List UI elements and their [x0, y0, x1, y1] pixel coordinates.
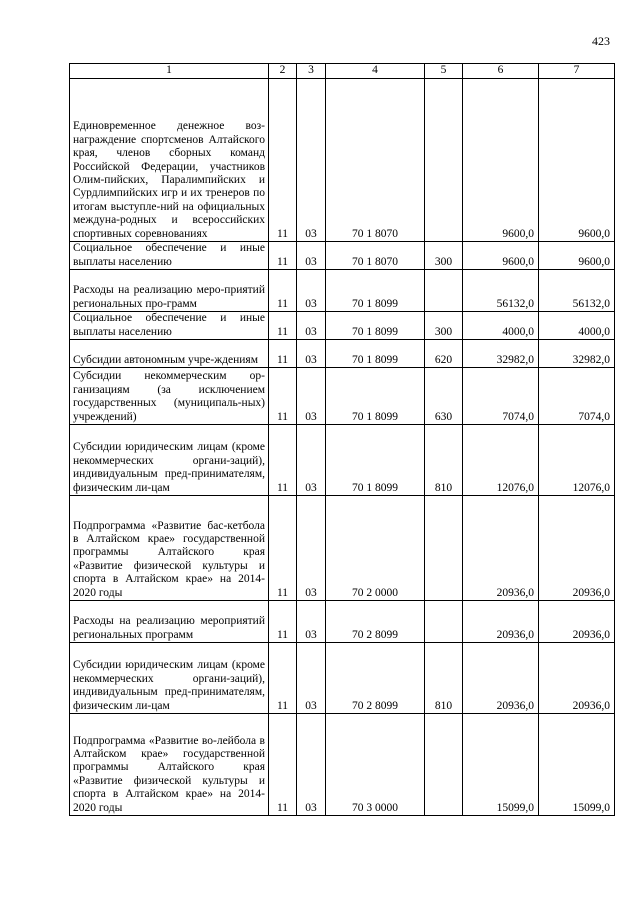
amount-cell: 32982,0: [463, 340, 539, 368]
target-article-cell: 70 1 8070: [326, 79, 425, 242]
expense-type-cell: [425, 714, 463, 816]
row-name-cell: Субсидии юридическим лицам (кроме некоммерческих органи-заций), индивидуальным пред-принимателям, физическим ли-цам: [70, 643, 269, 714]
target-article-cell: 70 1 8070: [326, 242, 425, 270]
expense-type-cell: [425, 601, 463, 643]
table-row: [70, 312, 615, 340]
budget-table: [69, 63, 615, 816]
amount-cell: 20936,0: [539, 643, 615, 714]
section-cell: 11: [269, 79, 297, 242]
subsection-cell: 03: [297, 242, 326, 270]
table-row: [70, 242, 615, 270]
amount-cell: 20936,0: [463, 601, 539, 643]
target-article-cell: 70 2 8099: [326, 643, 425, 714]
amount-cell: 15099,0: [539, 714, 615, 816]
expense-type-cell: 620: [425, 340, 463, 368]
amount-cell: 9600,0: [539, 79, 615, 242]
row-name-cell: Единовременное денежное воз-награждение спортсменов Алтайского края, членов сборных команд Российской Федерации, участников Олим-пийских, Паралимпийских и Сурдлимпийских игр и их тренеров по итогам выступле-ний на официальных междуна-родных и всероссийских спортивных соревнованиях: [70, 79, 269, 242]
page-number: 423: [592, 34, 610, 48]
row-name-cell: Расходы на реализацию мероприятий региональных программ: [70, 601, 269, 643]
section-cell: 11: [269, 270, 297, 312]
subsection-cell: 03: [297, 368, 326, 425]
target-article-cell: 70 2 0000: [326, 496, 425, 601]
header-cell: 4: [326, 64, 425, 79]
expense-type-cell: 300: [425, 312, 463, 340]
amount-cell: 4000,0: [539, 312, 615, 340]
section-cell: 11: [269, 643, 297, 714]
section-cell: 11: [269, 242, 297, 270]
target-article-cell: 70 3 0000: [326, 714, 425, 816]
expense-type-cell: [425, 79, 463, 242]
table-row: [70, 643, 615, 714]
target-article-cell: 70 1 8099: [326, 425, 425, 496]
amount-cell: 9600,0: [463, 242, 539, 270]
subsection-cell: 03: [297, 425, 326, 496]
table-row: [70, 270, 615, 312]
amount-cell: 20936,0: [539, 496, 615, 601]
section-cell: 11: [269, 340, 297, 368]
amount-cell: 9600,0: [539, 242, 615, 270]
amount-cell: 20936,0: [463, 643, 539, 714]
row-name-cell: Субсидии некоммерческим ор-ганизациям (за исключением государственных (муниципаль-ных) учреждений): [70, 368, 269, 425]
table-row: [70, 425, 615, 496]
header-cell: 5: [425, 64, 463, 79]
table-row: [70, 368, 615, 425]
header-cell: 3: [297, 64, 326, 79]
amount-cell: 7074,0: [539, 368, 615, 425]
table-row: [70, 496, 615, 601]
table-row: [70, 79, 615, 242]
header-cell: 7: [539, 64, 615, 79]
amount-cell: 12076,0: [539, 425, 615, 496]
row-name-cell: Социальное обеспечение и иные выплаты населению: [70, 312, 269, 340]
expense-type-cell: 810: [425, 425, 463, 496]
expense-type-cell: [425, 496, 463, 601]
expense-type-cell: 810: [425, 643, 463, 714]
section-cell: 11: [269, 312, 297, 340]
row-name-cell: Расходы на реализацию меро-приятий региональных про-грамм: [70, 270, 269, 312]
subsection-cell: 03: [297, 714, 326, 816]
target-article-cell: 70 2 8099: [326, 601, 425, 643]
table-row: [70, 340, 615, 368]
subsection-cell: 03: [297, 496, 326, 601]
subsection-cell: 03: [297, 643, 326, 714]
section-cell: 11: [269, 368, 297, 425]
amount-cell: 4000,0: [463, 312, 539, 340]
amount-cell: 32982,0: [539, 340, 615, 368]
amount-cell: 15099,0: [463, 714, 539, 816]
header-cell: 1: [70, 64, 269, 79]
section-cell: 11: [269, 496, 297, 601]
subsection-cell: 03: [297, 340, 326, 368]
amount-cell: 9600,0: [463, 79, 539, 242]
row-name-cell: Подпрограмма «Развитие во-лейбола в Алтайском крае» государственной программы Алтайского края «Развитие физической культуры и спорта в Алтайском крае» на 2014-2020 годы: [70, 714, 269, 816]
target-article-cell: 70 1 8099: [326, 340, 425, 368]
expense-type-cell: 630: [425, 368, 463, 425]
amount-cell: 56132,0: [463, 270, 539, 312]
row-name-cell: Субсидии юридическим лицам (кроме некоммерческих органи-заций), индивидуальным пред-принимателям, физическим ли-цам: [70, 425, 269, 496]
header-row: [70, 64, 615, 79]
target-article-cell: 70 1 8099: [326, 270, 425, 312]
row-name-cell: Субсидии автономным учре-ждениям: [70, 340, 269, 368]
section-cell: 11: [269, 601, 297, 643]
expense-type-cell: 300: [425, 242, 463, 270]
table-row: [70, 601, 615, 643]
amount-cell: 20936,0: [539, 601, 615, 643]
row-name-cell: Подпрограмма «Развитие бас-кетбола в Алтайском крае» государственной программы Алтайского края «Развитие физической культуры и спорта в Алтайском крае» на 2014-2020 годы: [70, 496, 269, 601]
subsection-cell: 03: [297, 601, 326, 643]
subsection-cell: 03: [297, 270, 326, 312]
target-article-cell: 70 1 8099: [326, 312, 425, 340]
amount-cell: 56132,0: [539, 270, 615, 312]
header-cell: 2: [269, 64, 297, 79]
amount-cell: 7074,0: [463, 368, 539, 425]
section-cell: 11: [269, 425, 297, 496]
header-cell: 6: [463, 64, 539, 79]
target-article-cell: 70 1 8099: [326, 368, 425, 425]
amount-cell: 20936,0: [463, 496, 539, 601]
row-name-cell: Социальное обеспечение и иные выплаты населению: [70, 242, 269, 270]
table-row: [70, 714, 615, 816]
subsection-cell: 03: [297, 79, 326, 242]
amount-cell: 12076,0: [463, 425, 539, 496]
subsection-cell: 03: [297, 312, 326, 340]
section-cell: 11: [269, 714, 297, 816]
expense-type-cell: [425, 270, 463, 312]
